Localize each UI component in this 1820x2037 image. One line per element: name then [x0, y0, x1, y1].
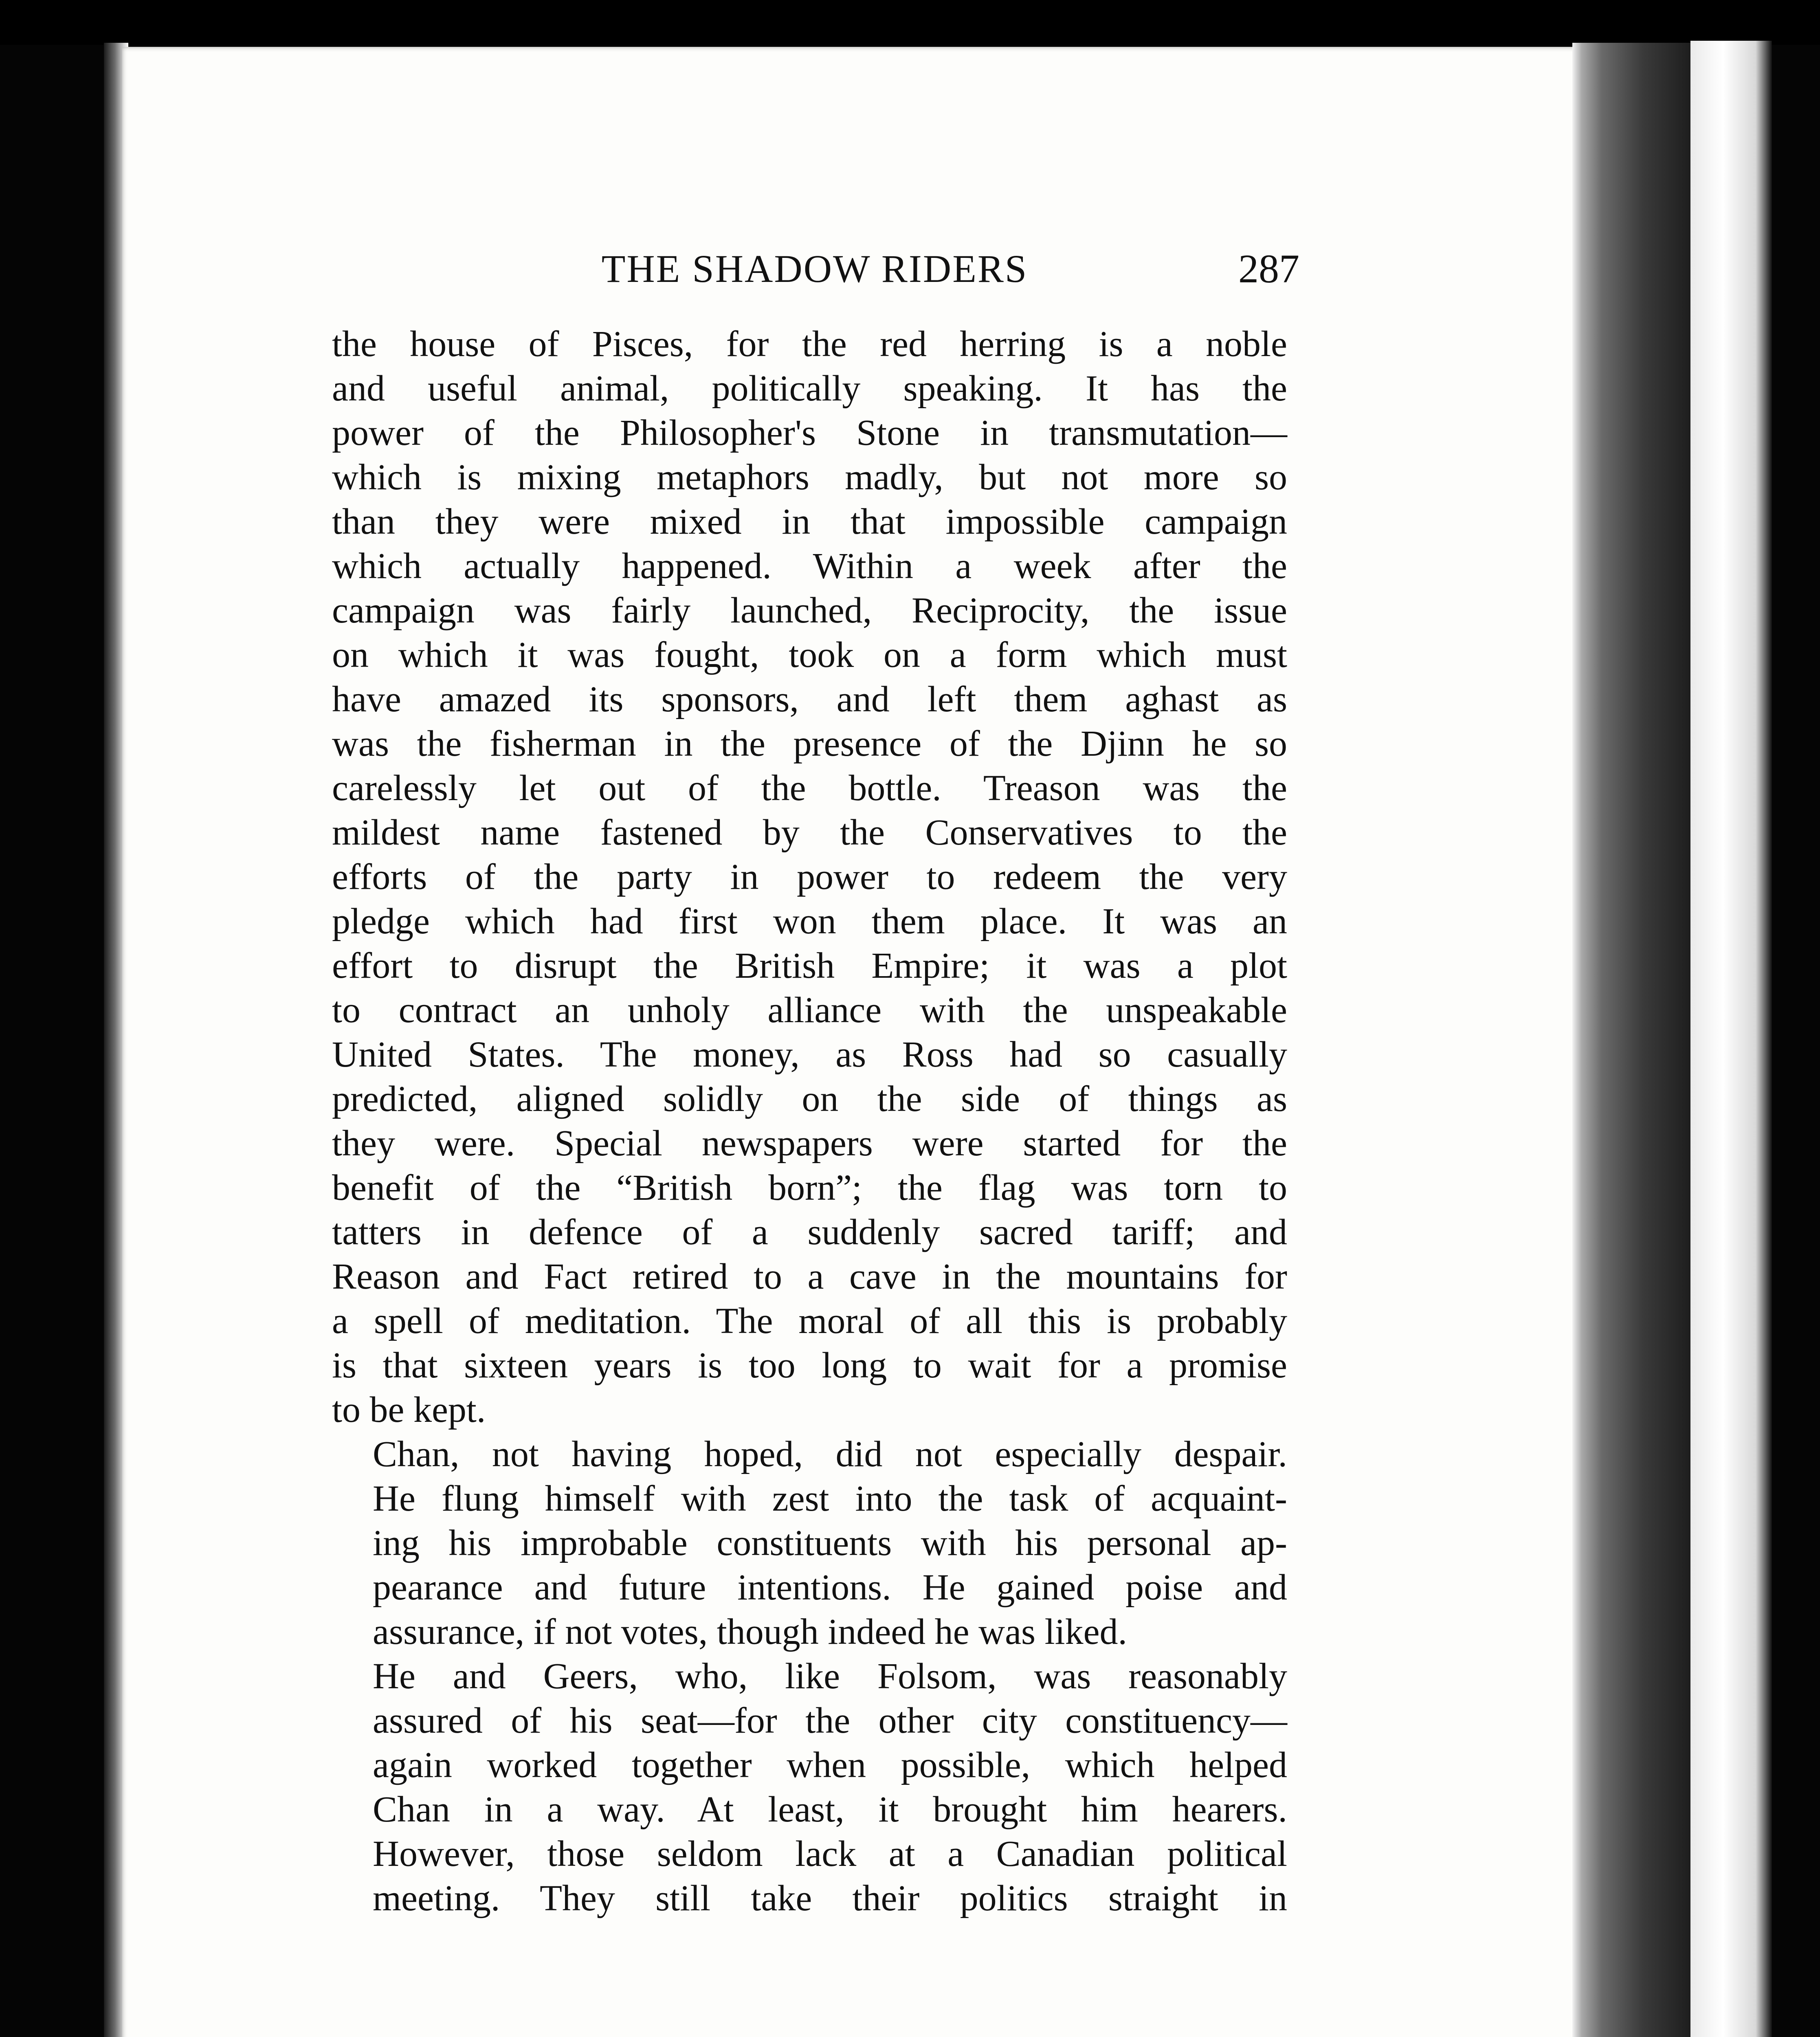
text-line: the house of Pisces, for the red herring is a noble	[332, 324, 1287, 364]
paragraph-2	[332, 1432, 1287, 1654]
text-line: He flung himself with zest into the task of acquaint-	[373, 1478, 1287, 1519]
text-line: mildest name fastened by the Conservatives to the	[332, 812, 1287, 853]
text-line: was the fisherman in the presence of the Djinn he so	[332, 724, 1287, 764]
text-line: Reason and Fact retired to a cave in the mountains for	[332, 1256, 1287, 1297]
text-line: on which it was fought, took on a form which must	[332, 635, 1287, 675]
text-line: assured of his seat—for the other city constituency—	[373, 1700, 1287, 1741]
paragraph-3	[332, 1654, 1287, 1920]
page-stack-edge	[1690, 41, 1772, 2037]
text-line: to be kept.	[332, 1390, 486, 1430]
paragraph-1	[332, 322, 1287, 1432]
page-gutter-shadow	[1572, 43, 1690, 2037]
text-line: than they were mixed in that impossible campaign	[332, 502, 1287, 542]
text-line: predicted, aligned solidly on the side of things as	[332, 1079, 1287, 1119]
text-line: tatters in defence of a suddenly sacred tariff; and	[332, 1212, 1287, 1252]
text-line: and useful animal, politically speaking. It has the	[332, 368, 1287, 409]
text-line: campaign was fairly launched, Reciprocity, the issue	[332, 590, 1287, 631]
page-number: 287	[1238, 246, 1299, 291]
running-title: THE SHADOW RIDERS	[601, 247, 1028, 290]
text-line: which is mixing metaphors madly, but not more so	[332, 457, 1287, 497]
text-line: have amazed its sponsors, and left them aghast as	[332, 679, 1287, 719]
text-line: to contract an unholy alliance with the unspeakable	[332, 990, 1287, 1030]
text-line: ing his improbable constituents with his personal ap-	[373, 1523, 1287, 1563]
text-line: effort to disrupt the British Empire; it was a plot	[332, 946, 1287, 986]
page-body-text	[332, 322, 1287, 1920]
text-line: pledge which had first won them place. It was an	[332, 901, 1287, 942]
text-line: power of the Philosopher's Stone in transmutation—	[332, 413, 1287, 453]
text-line: United States. The money, as Ross had so casually	[332, 1034, 1287, 1075]
text-line: is that sixteen years is too long to wait for a promise	[332, 1345, 1287, 1386]
text-line: a spell of meditation. The moral of all this is probably	[332, 1301, 1287, 1341]
text-line: assurance, if not votes, though indeed he was liked.	[373, 1612, 1128, 1652]
text-line: benefit of the “British born”; the flag was torn to	[332, 1168, 1287, 1208]
text-line: which actually happened. Within a week after the	[332, 546, 1287, 586]
text-line: Chan in a way. At least, it brought him hearers.	[373, 1789, 1287, 1830]
text-line: pearance and future intentions. He gained poise and	[373, 1567, 1287, 1608]
text-line: Chan, not having hoped, did not especially despair.	[373, 1434, 1287, 1474]
text-line: again worked together when possible, which helped	[373, 1745, 1287, 1785]
text-line: He and Geers, who, like Folsom, was reasonably	[373, 1656, 1287, 1696]
text-line: However, those seldom lack at a Canadian political	[373, 1834, 1287, 1874]
text-line: carelessly let out of the bottle. Treason was the	[332, 768, 1287, 808]
text-line: they were. Special newspapers were started for the	[332, 1123, 1287, 1164]
text-line: meeting. They still take their politics straight in	[373, 1878, 1287, 1918]
scan-top-border	[0, 0, 1820, 45]
text-line: efforts of the party in power to redeem the very	[332, 857, 1287, 897]
